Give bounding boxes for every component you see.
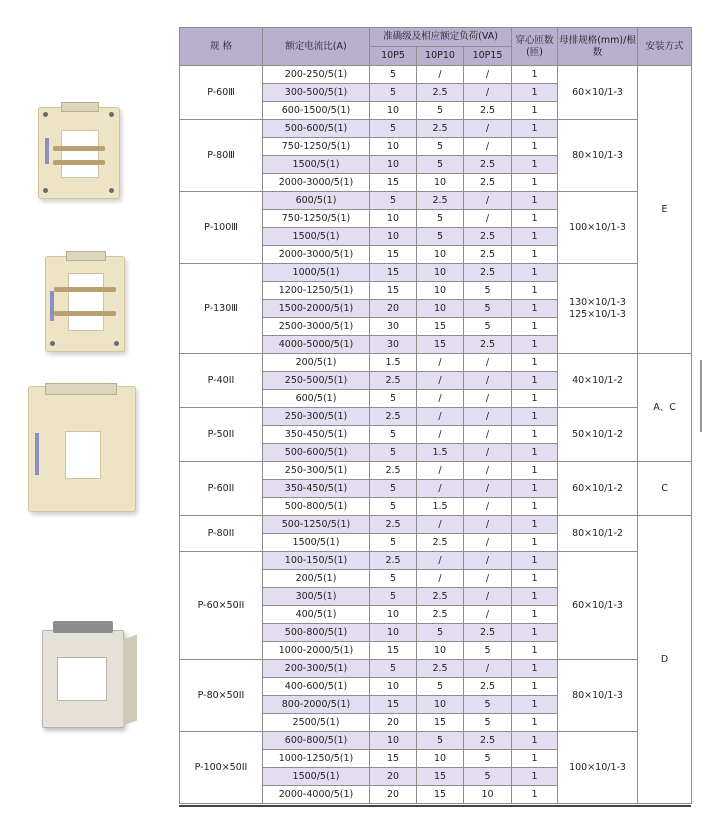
p15-cell: / — [464, 390, 512, 408]
p15-cell: 2.5 — [464, 336, 512, 354]
busbar-value: 40×10/1-2 — [572, 374, 623, 386]
ratio-cell: 1200-1250/5(1) — [263, 282, 370, 300]
ratio-cell: 4000-5000/5(1) — [263, 336, 370, 354]
p15-cell: 5 — [464, 642, 512, 660]
busbar-value: 80×10/1-3 — [572, 149, 623, 161]
p5-cell: 10 — [370, 156, 417, 174]
turns-cell: 1 — [512, 174, 558, 192]
p15-cell: / — [464, 408, 512, 426]
model-cell: P-40ⅠⅠ — [180, 354, 263, 408]
ratio-cell: 400/5(1) — [263, 606, 370, 624]
turns-cell: 1 — [512, 66, 558, 84]
p5-cell: 5 — [370, 444, 417, 462]
p10-cell: / — [417, 408, 464, 426]
p5-cell: 5 — [370, 390, 417, 408]
p5-cell: 10 — [370, 624, 417, 642]
busbar-value: 100×10/1-3 — [569, 761, 626, 773]
product-photo-3 — [28, 382, 140, 514]
ratio-cell: 750-1250/5(1) — [263, 210, 370, 228]
ratio-cell: 300/5(1) — [263, 588, 370, 606]
p10-cell: / — [417, 426, 464, 444]
p15-cell: 5 — [464, 300, 512, 318]
p15-cell: / — [464, 66, 512, 84]
busbar-value: 130×10/1-3 — [569, 296, 626, 308]
table-row — [180, 732, 692, 750]
p10-cell: 5 — [417, 156, 464, 174]
header-10p5: 10P5 — [370, 47, 417, 66]
turns-cell: 1 — [512, 534, 558, 552]
ratio-cell: 500-800/5(1) — [263, 498, 370, 516]
p15-cell: 10 — [464, 786, 512, 804]
p10-cell: 10 — [417, 174, 464, 192]
p15-cell: / — [464, 372, 512, 390]
table-row — [180, 66, 692, 84]
p5-cell: 10 — [370, 138, 417, 156]
mount-cell: E — [638, 66, 692, 354]
turns-cell: 1 — [512, 588, 558, 606]
ratio-cell: 350-450/5(1) — [263, 426, 370, 444]
p5-cell: 5 — [370, 66, 417, 84]
ratio-cell: 200-300/5(1) — [263, 660, 370, 678]
turns-cell: 1 — [512, 138, 558, 156]
turns-cell: 1 — [512, 426, 558, 444]
mount-cell: A、C — [638, 354, 692, 462]
ratio-cell: 500-600/5(1) — [263, 444, 370, 462]
p5-cell: 10 — [370, 678, 417, 696]
p15-cell: 5 — [464, 282, 512, 300]
header-busbar: 母排规格(mm)/根数 — [558, 28, 638, 66]
p10-cell: / — [417, 354, 464, 372]
p15-cell: 2.5 — [464, 624, 512, 642]
turns-cell: 1 — [512, 570, 558, 588]
p15-cell: / — [464, 534, 512, 552]
turns-cell: 1 — [512, 210, 558, 228]
ratio-cell: 300-500/5(1) — [263, 84, 370, 102]
p10-cell: 5 — [417, 732, 464, 750]
p5-cell: 10 — [370, 732, 417, 750]
ratio-cell: 200-250/5(1) — [263, 66, 370, 84]
turns-cell: 1 — [512, 246, 558, 264]
turns-cell: 1 — [512, 264, 558, 282]
p10-cell: 2.5 — [417, 192, 464, 210]
ratio-cell: 2500-3000/5(1) — [263, 318, 370, 336]
ratio-cell: 2000-3000/5(1) — [263, 174, 370, 192]
ratio-cell: 1500/5(1) — [263, 768, 370, 786]
ratio-cell: 500-800/5(1) — [263, 624, 370, 642]
header-mount: 安装方式 — [638, 28, 692, 66]
product-photo-4 — [38, 618, 138, 730]
table-bottom-rule — [179, 805, 691, 807]
p15-cell: / — [464, 498, 512, 516]
p15-cell: / — [464, 138, 512, 156]
turns-cell: 1 — [512, 660, 558, 678]
turns-cell: 1 — [512, 552, 558, 570]
turns-cell: 1 — [512, 678, 558, 696]
p15-cell: 2.5 — [464, 264, 512, 282]
model-cell: P-100Ⅲ — [180, 192, 263, 264]
p5-cell: 15 — [370, 750, 417, 768]
turns-cell: 1 — [512, 462, 558, 480]
p10-cell: 5 — [417, 228, 464, 246]
turns-cell: 1 — [512, 696, 558, 714]
p10-cell: 1.5 — [417, 498, 464, 516]
turns-cell: 1 — [512, 84, 558, 102]
p15-cell: / — [464, 120, 512, 138]
turns-cell: 1 — [512, 390, 558, 408]
p10-cell: / — [417, 66, 464, 84]
turns-cell: 1 — [512, 156, 558, 174]
p5-cell: 10 — [370, 228, 417, 246]
turns-cell: 1 — [512, 480, 558, 498]
busbar-cell — [558, 552, 638, 660]
p5-cell: 10 — [370, 606, 417, 624]
p10-cell: 5 — [417, 138, 464, 156]
ratio-cell: 1000-1250/5(1) — [263, 750, 370, 768]
p10-cell: 10 — [417, 282, 464, 300]
header-10p10: 10P10 — [417, 47, 464, 66]
turns-cell: 1 — [512, 714, 558, 732]
p5-cell: 5 — [370, 480, 417, 498]
ratio-cell: 500-600/5(1) — [263, 120, 370, 138]
model-cell: P-80Ⅲ — [180, 120, 263, 192]
p5-cell: 5 — [370, 498, 417, 516]
p10-cell: 15 — [417, 336, 464, 354]
p15-cell: 5 — [464, 768, 512, 786]
ratio-cell: 1000-2000/5(1) — [263, 642, 370, 660]
ratio-cell: 250-300/5(1) — [263, 408, 370, 426]
table-row — [180, 462, 692, 480]
p10-cell: 5 — [417, 210, 464, 228]
turns-cell: 1 — [512, 372, 558, 390]
spec-body — [180, 66, 692, 804]
turns-cell: 1 — [512, 408, 558, 426]
p15-cell: 2.5 — [464, 156, 512, 174]
p15-cell: 5 — [464, 750, 512, 768]
p5-cell: 15 — [370, 696, 417, 714]
p10-cell: 10 — [417, 264, 464, 282]
p5-cell: 20 — [370, 768, 417, 786]
ratio-cell: 200/5(1) — [263, 354, 370, 372]
p10-cell: 10 — [417, 750, 464, 768]
p15-cell: / — [464, 462, 512, 480]
turns-cell: 1 — [512, 120, 558, 138]
table-row — [180, 552, 692, 570]
p10-cell: 15 — [417, 768, 464, 786]
p10-cell: 2.5 — [417, 588, 464, 606]
ratio-cell: 2000-4000/5(1) — [263, 786, 370, 804]
busbar-value: 80×10/1-3 — [572, 689, 623, 701]
turns-cell: 1 — [512, 750, 558, 768]
turns-cell: 1 — [512, 642, 558, 660]
p10-cell: 2.5 — [417, 660, 464, 678]
busbar-value: 100×10/1-3 — [569, 221, 626, 233]
turns-cell: 1 — [512, 102, 558, 120]
busbar-cell — [558, 66, 638, 120]
p15-cell: 5 — [464, 318, 512, 336]
busbar-cell — [558, 516, 638, 552]
turns-cell: 1 — [512, 336, 558, 354]
header-turns: 穿心匝数(匝) — [512, 28, 558, 66]
header-10p15: 10P15 — [464, 47, 512, 66]
p5-cell: 5 — [370, 120, 417, 138]
p15-cell: / — [464, 516, 512, 534]
ratio-cell: 2500/5(1) — [263, 714, 370, 732]
ratio-cell: 1500/5(1) — [263, 228, 370, 246]
p5-cell: 1.5 — [370, 354, 417, 372]
ratio-cell: 800-2000/5(1) — [263, 696, 370, 714]
p10-cell: / — [417, 462, 464, 480]
p10-cell: 2.5 — [417, 606, 464, 624]
p5-cell: 30 — [370, 318, 417, 336]
p5-cell: 5 — [370, 426, 417, 444]
table-row — [180, 120, 692, 138]
busbar-value: 125×10/1-3 — [569, 308, 626, 320]
ratio-cell: 600/5(1) — [263, 192, 370, 210]
p15-cell: 2.5 — [464, 174, 512, 192]
busbar-cell — [558, 462, 638, 516]
busbar-cell — [558, 408, 638, 462]
model-cell: P-80×50ⅠⅠ — [180, 660, 263, 732]
turns-cell: 1 — [512, 300, 558, 318]
p5-cell: 5 — [370, 192, 417, 210]
p15-cell: / — [464, 444, 512, 462]
p5-cell: 15 — [370, 642, 417, 660]
turns-cell: 1 — [512, 228, 558, 246]
p5-cell: 5 — [370, 84, 417, 102]
ratio-cell: 750-1250/5(1) — [263, 138, 370, 156]
turns-cell: 1 — [512, 732, 558, 750]
ratio-cell: 600/5(1) — [263, 390, 370, 408]
spec-table — [179, 27, 692, 804]
model-cell: P-50ⅠⅠ — [180, 408, 263, 462]
p15-cell: / — [464, 354, 512, 372]
p10-cell: / — [417, 516, 464, 534]
ratio-cell: 250-300/5(1) — [263, 462, 370, 480]
p15-cell: 2.5 — [464, 246, 512, 264]
p15-cell: 5 — [464, 714, 512, 732]
ratio-cell: 100-150/5(1) — [263, 552, 370, 570]
p5-cell: 10 — [370, 102, 417, 120]
turns-cell: 1 — [512, 786, 558, 804]
p15-cell: 2.5 — [464, 228, 512, 246]
ratio-cell: 350-450/5(1) — [263, 480, 370, 498]
p5-cell: 2.5 — [370, 552, 417, 570]
p10-cell: 10 — [417, 300, 464, 318]
turns-cell: 1 — [512, 498, 558, 516]
turns-cell: 1 — [512, 354, 558, 372]
p5-cell: 20 — [370, 300, 417, 318]
table-row — [180, 192, 692, 210]
p15-cell: / — [464, 480, 512, 498]
turns-cell: 1 — [512, 516, 558, 534]
model-cell: P-80ⅠⅠ — [180, 516, 263, 552]
busbar-value: 80×10/1-2 — [572, 527, 623, 539]
model-cell: P-60×50ⅠⅠ — [180, 552, 263, 660]
p15-cell: / — [464, 606, 512, 624]
p10-cell: 15 — [417, 786, 464, 804]
ratio-cell: 2000-3000/5(1) — [263, 246, 370, 264]
p5-cell: 5 — [370, 588, 417, 606]
busbar-value: 60×10/1-2 — [572, 482, 623, 494]
turns-cell: 1 — [512, 606, 558, 624]
busbar-value: 60×10/1-3 — [572, 86, 623, 98]
p5-cell: 15 — [370, 282, 417, 300]
model-cell: P-60Ⅲ — [180, 66, 263, 120]
p10-cell: / — [417, 390, 464, 408]
p15-cell: / — [464, 426, 512, 444]
ratio-cell: 200/5(1) — [263, 570, 370, 588]
turns-cell: 1 — [512, 318, 558, 336]
p15-cell: / — [464, 660, 512, 678]
p15-cell: 2.5 — [464, 678, 512, 696]
p10-cell: 10 — [417, 642, 464, 660]
p10-cell: 2.5 — [417, 84, 464, 102]
p15-cell: / — [464, 210, 512, 228]
busbar-cell — [558, 192, 638, 264]
p15-cell: 2.5 — [464, 732, 512, 750]
p15-cell: / — [464, 588, 512, 606]
p5-cell: 15 — [370, 264, 417, 282]
turns-cell: 1 — [512, 624, 558, 642]
p5-cell: 5 — [370, 570, 417, 588]
ratio-cell: 500-1250/5(1) — [263, 516, 370, 534]
p5-cell: 30 — [370, 336, 417, 354]
table-row — [180, 408, 692, 426]
model-cell: P-100×50ⅠⅠ — [180, 732, 263, 804]
turns-cell: 1 — [512, 282, 558, 300]
p5-cell: 5 — [370, 660, 417, 678]
p5-cell: 2.5 — [370, 408, 417, 426]
p10-cell: 1.5 — [417, 444, 464, 462]
table-row — [180, 354, 692, 372]
mount-cell: D — [638, 516, 692, 804]
mount-cell: C — [638, 462, 692, 516]
busbar-cell — [558, 660, 638, 732]
ratio-cell: 1500/5(1) — [263, 156, 370, 174]
busbar-cell — [558, 120, 638, 192]
table-row — [180, 660, 692, 678]
ratio-cell: 600-1500/5(1) — [263, 102, 370, 120]
product-photo-1 — [38, 103, 124, 201]
product-photo-2 — [45, 250, 129, 354]
p10-cell: / — [417, 480, 464, 498]
header-model: 规 格 — [180, 28, 263, 66]
p5-cell: 20 — [370, 714, 417, 732]
p10-cell: / — [417, 372, 464, 390]
busbar-value: 60×10/1-3 — [572, 599, 623, 611]
turns-cell: 1 — [512, 768, 558, 786]
p10-cell: 10 — [417, 696, 464, 714]
table-row — [180, 264, 692, 282]
p15-cell: / — [464, 192, 512, 210]
p5-cell: 5 — [370, 534, 417, 552]
p10-cell: 15 — [417, 714, 464, 732]
model-cell: P-60ⅠⅠ — [180, 462, 263, 516]
ratio-cell: 1000/5(1) — [263, 264, 370, 282]
turns-cell: 1 — [512, 444, 558, 462]
p15-cell: / — [464, 552, 512, 570]
p10-cell: 5 — [417, 624, 464, 642]
p5-cell: 10 — [370, 210, 417, 228]
p15-cell: 2.5 — [464, 102, 512, 120]
ratio-cell: 1500/5(1) — [263, 534, 370, 552]
turns-cell: 1 — [512, 192, 558, 210]
busbar-cell — [558, 264, 638, 354]
p10-cell: 5 — [417, 678, 464, 696]
ratio-cell: 1500-2000/5(1) — [263, 300, 370, 318]
p5-cell: 20 — [370, 786, 417, 804]
p5-cell: 15 — [370, 246, 417, 264]
p5-cell: 2.5 — [370, 462, 417, 480]
p5-cell: 2.5 — [370, 372, 417, 390]
p15-cell: / — [464, 570, 512, 588]
p5-cell: 15 — [370, 174, 417, 192]
p10-cell: 2.5 — [417, 534, 464, 552]
p5-cell: 2.5 — [370, 516, 417, 534]
p15-cell: 5 — [464, 696, 512, 714]
header-ratio: 额定电流比(A) — [263, 28, 370, 66]
ratio-cell: 400-600/5(1) — [263, 678, 370, 696]
p10-cell: 10 — [417, 246, 464, 264]
busbar-cell — [558, 732, 638, 804]
p10-cell: 5 — [417, 102, 464, 120]
p10-cell: 15 — [417, 318, 464, 336]
p15-cell: / — [464, 84, 512, 102]
busbar-cell — [558, 354, 638, 408]
p10-cell: 2.5 — [417, 120, 464, 138]
busbar-value: 50×10/1-2 — [572, 428, 623, 440]
header-accuracy: 准确级及相应额定负荷(VA) — [370, 28, 512, 47]
ratio-cell: 600-800/5(1) — [263, 732, 370, 750]
p10-cell: / — [417, 552, 464, 570]
table-row — [180, 516, 692, 534]
ratio-cell: 250-500/5(1) — [263, 372, 370, 390]
p10-cell: / — [417, 570, 464, 588]
model-cell: P-130Ⅲ — [180, 264, 263, 354]
